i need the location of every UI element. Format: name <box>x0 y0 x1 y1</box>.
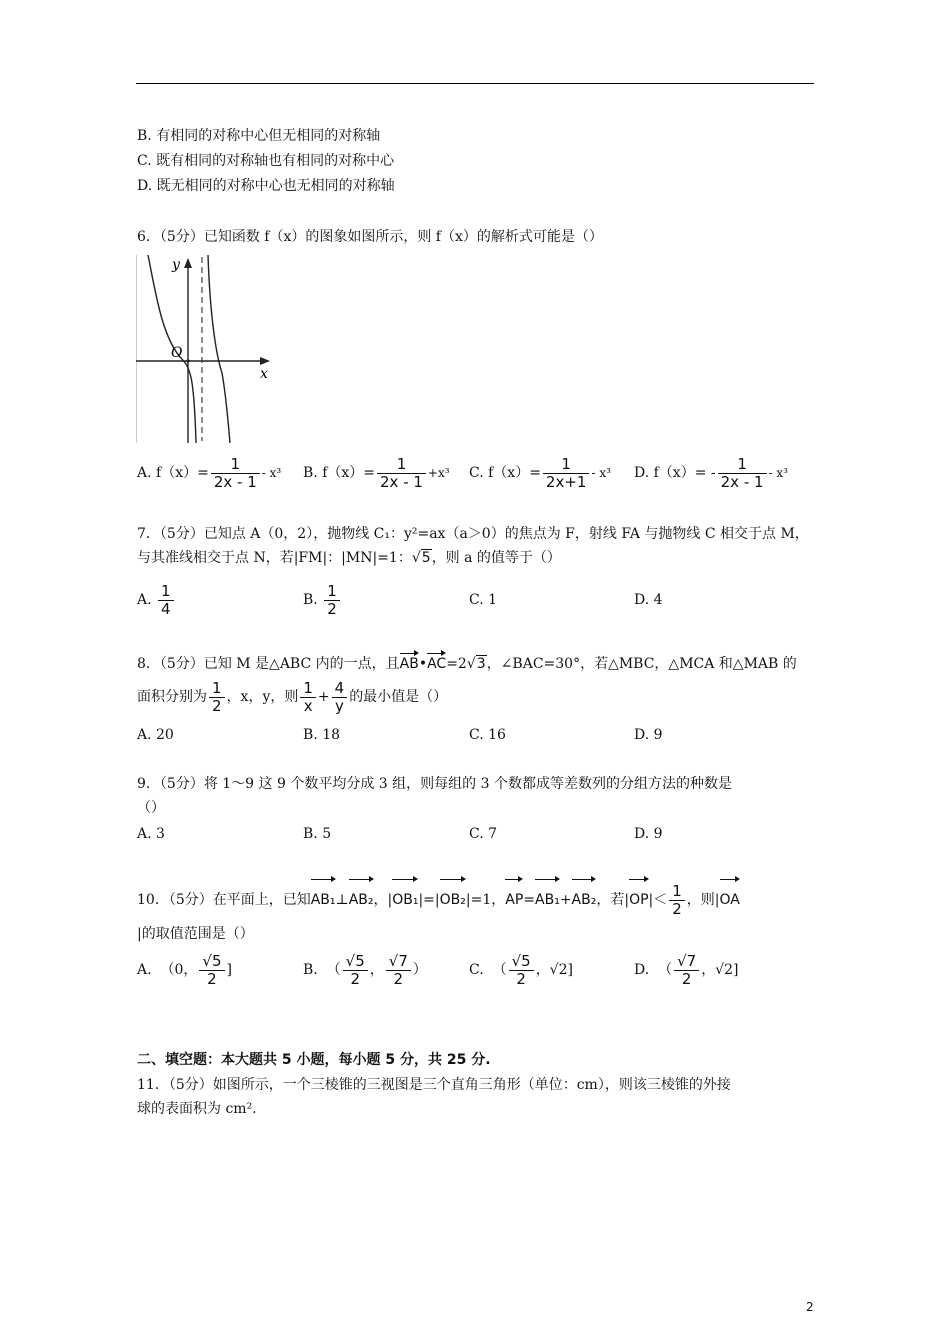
q7-option-b: B. $\frac{1}{2}$ <box>303 580 342 620</box>
q7-line1: 7．（5分）已知点 A（0，2），抛物线 C₁：y²=ax（a＞0）的焦点为 F，射线 FA 与抛物线 C 相交于点 M， <box>137 526 809 542</box>
q5-option-c: C. 既有相同的对称轴也有相同的对称中心 <box>137 153 395 169</box>
q10-option-b: B. （ $\frac{√5}{2}$ ， $\frac{√7}{2}$ ） <box>303 951 427 988</box>
q7-line2: 与其准线相交于点 N，若|FM|：|MN|=1：√5，则 a 的值等于（） <box>137 550 561 566</box>
header-rule <box>136 83 814 84</box>
q7-option-c: C. 1 <box>469 592 498 608</box>
q9-option-d: D. 9 <box>634 826 663 842</box>
q9-option-b: B. 5 <box>303 826 332 842</box>
origin-point <box>186 359 189 362</box>
section-heading: 二、填空题：本大题共 5 小题，每小题 5 分，共 25 分. <box>137 1052 491 1068</box>
q9-option-a: A. 3 <box>137 826 165 842</box>
q11-line2: 球的表面积为 cm². <box>137 1101 257 1117</box>
curve-right-branch <box>208 255 230 443</box>
q8-line1: 8．（5分）已知 M 是△ABC 内的一点，且AB•AC=2√3，∠BAC=30°，若△MBC，△MCA 和△MAB 的 <box>137 650 797 674</box>
q6-option-b: B. f（x）= $\frac{1}{2x - 1}$ +x³ <box>303 454 450 491</box>
q5-option-b: B. 有相同的对称中心但无相同的对称轴 <box>137 128 381 144</box>
q11-line1: 11．（5分）如图所示，一个三棱锥的三视图是三个直角三角形（单位：cm），则该三棱锥的外接 <box>137 1077 731 1093</box>
origin-label: O <box>171 345 183 361</box>
q7-option-d: D. 4 <box>634 592 663 608</box>
q6-function-graph <box>136 255 276 443</box>
q10-option-d: D. （ $\frac{√7}{2}$ ，√2] <box>634 951 739 988</box>
q6-stem: 6．（5分）已知函数 f（x）的图象如图所示，则 f（x）的解析式可能是（） <box>137 229 603 245</box>
q10-line2: |的取值范围是（） <box>137 926 254 942</box>
page-number: 2 <box>806 1300 814 1314</box>
q8-option-b: B. 18 <box>303 727 341 743</box>
q7-option-a: A. $\frac{1}{4}$ <box>137 580 176 620</box>
q10-option-c: C. （ $\frac{√5}{2}$ ，√2] <box>469 951 573 988</box>
q6-option-d: D. f（x）= - $\frac{1}{2x - 1}$ - x³ <box>634 454 788 491</box>
q9-line2: （） <box>137 800 165 816</box>
x-axis-label: x <box>260 366 268 382</box>
q8-option-c: C. 16 <box>469 727 506 743</box>
y-axis-arrow <box>184 258 192 268</box>
q8-option-d: D. 9 <box>634 727 663 743</box>
q6-option-c: C. f（x）= $\frac{1}{2x+1}$ - x³ <box>469 454 611 491</box>
y-axis-label: y <box>172 257 180 273</box>
q9-line1: 9．（5分）将 1～9 这 9 个数平均分成 3 组，则每组的 3 个数都成等差数列的分组方法的种数是 <box>137 776 732 792</box>
q6-option-a: A. f（x）= $\frac{1}{2x - 1}$ - x³ <box>137 454 282 491</box>
x-axis-arrow <box>260 357 270 365</box>
q8-option-a: A. 20 <box>137 727 174 743</box>
q10-line1: 10．（5分）在平面上，已知AB₁⊥AB₂，|OB₁|=|OB₂|=1，AP=AB₁+AB₂，若|OP|＜ $\frac{1}{2}$ ，则|OA <box>137 876 740 920</box>
q10-option-a: A. （0， $\frac{√5}{2}$ ] <box>137 951 232 988</box>
q9-option-c: C. 7 <box>469 826 498 842</box>
q8-line2: 面积分别为 $\frac{1}{2}$ ，x，y，则 $\frac{1}{x}$ + $\frac{4}{y}$ 的最小值是（） <box>137 678 448 715</box>
q5-option-d: D. 既无相同的对称中心也无相同的对称轴 <box>137 178 395 194</box>
